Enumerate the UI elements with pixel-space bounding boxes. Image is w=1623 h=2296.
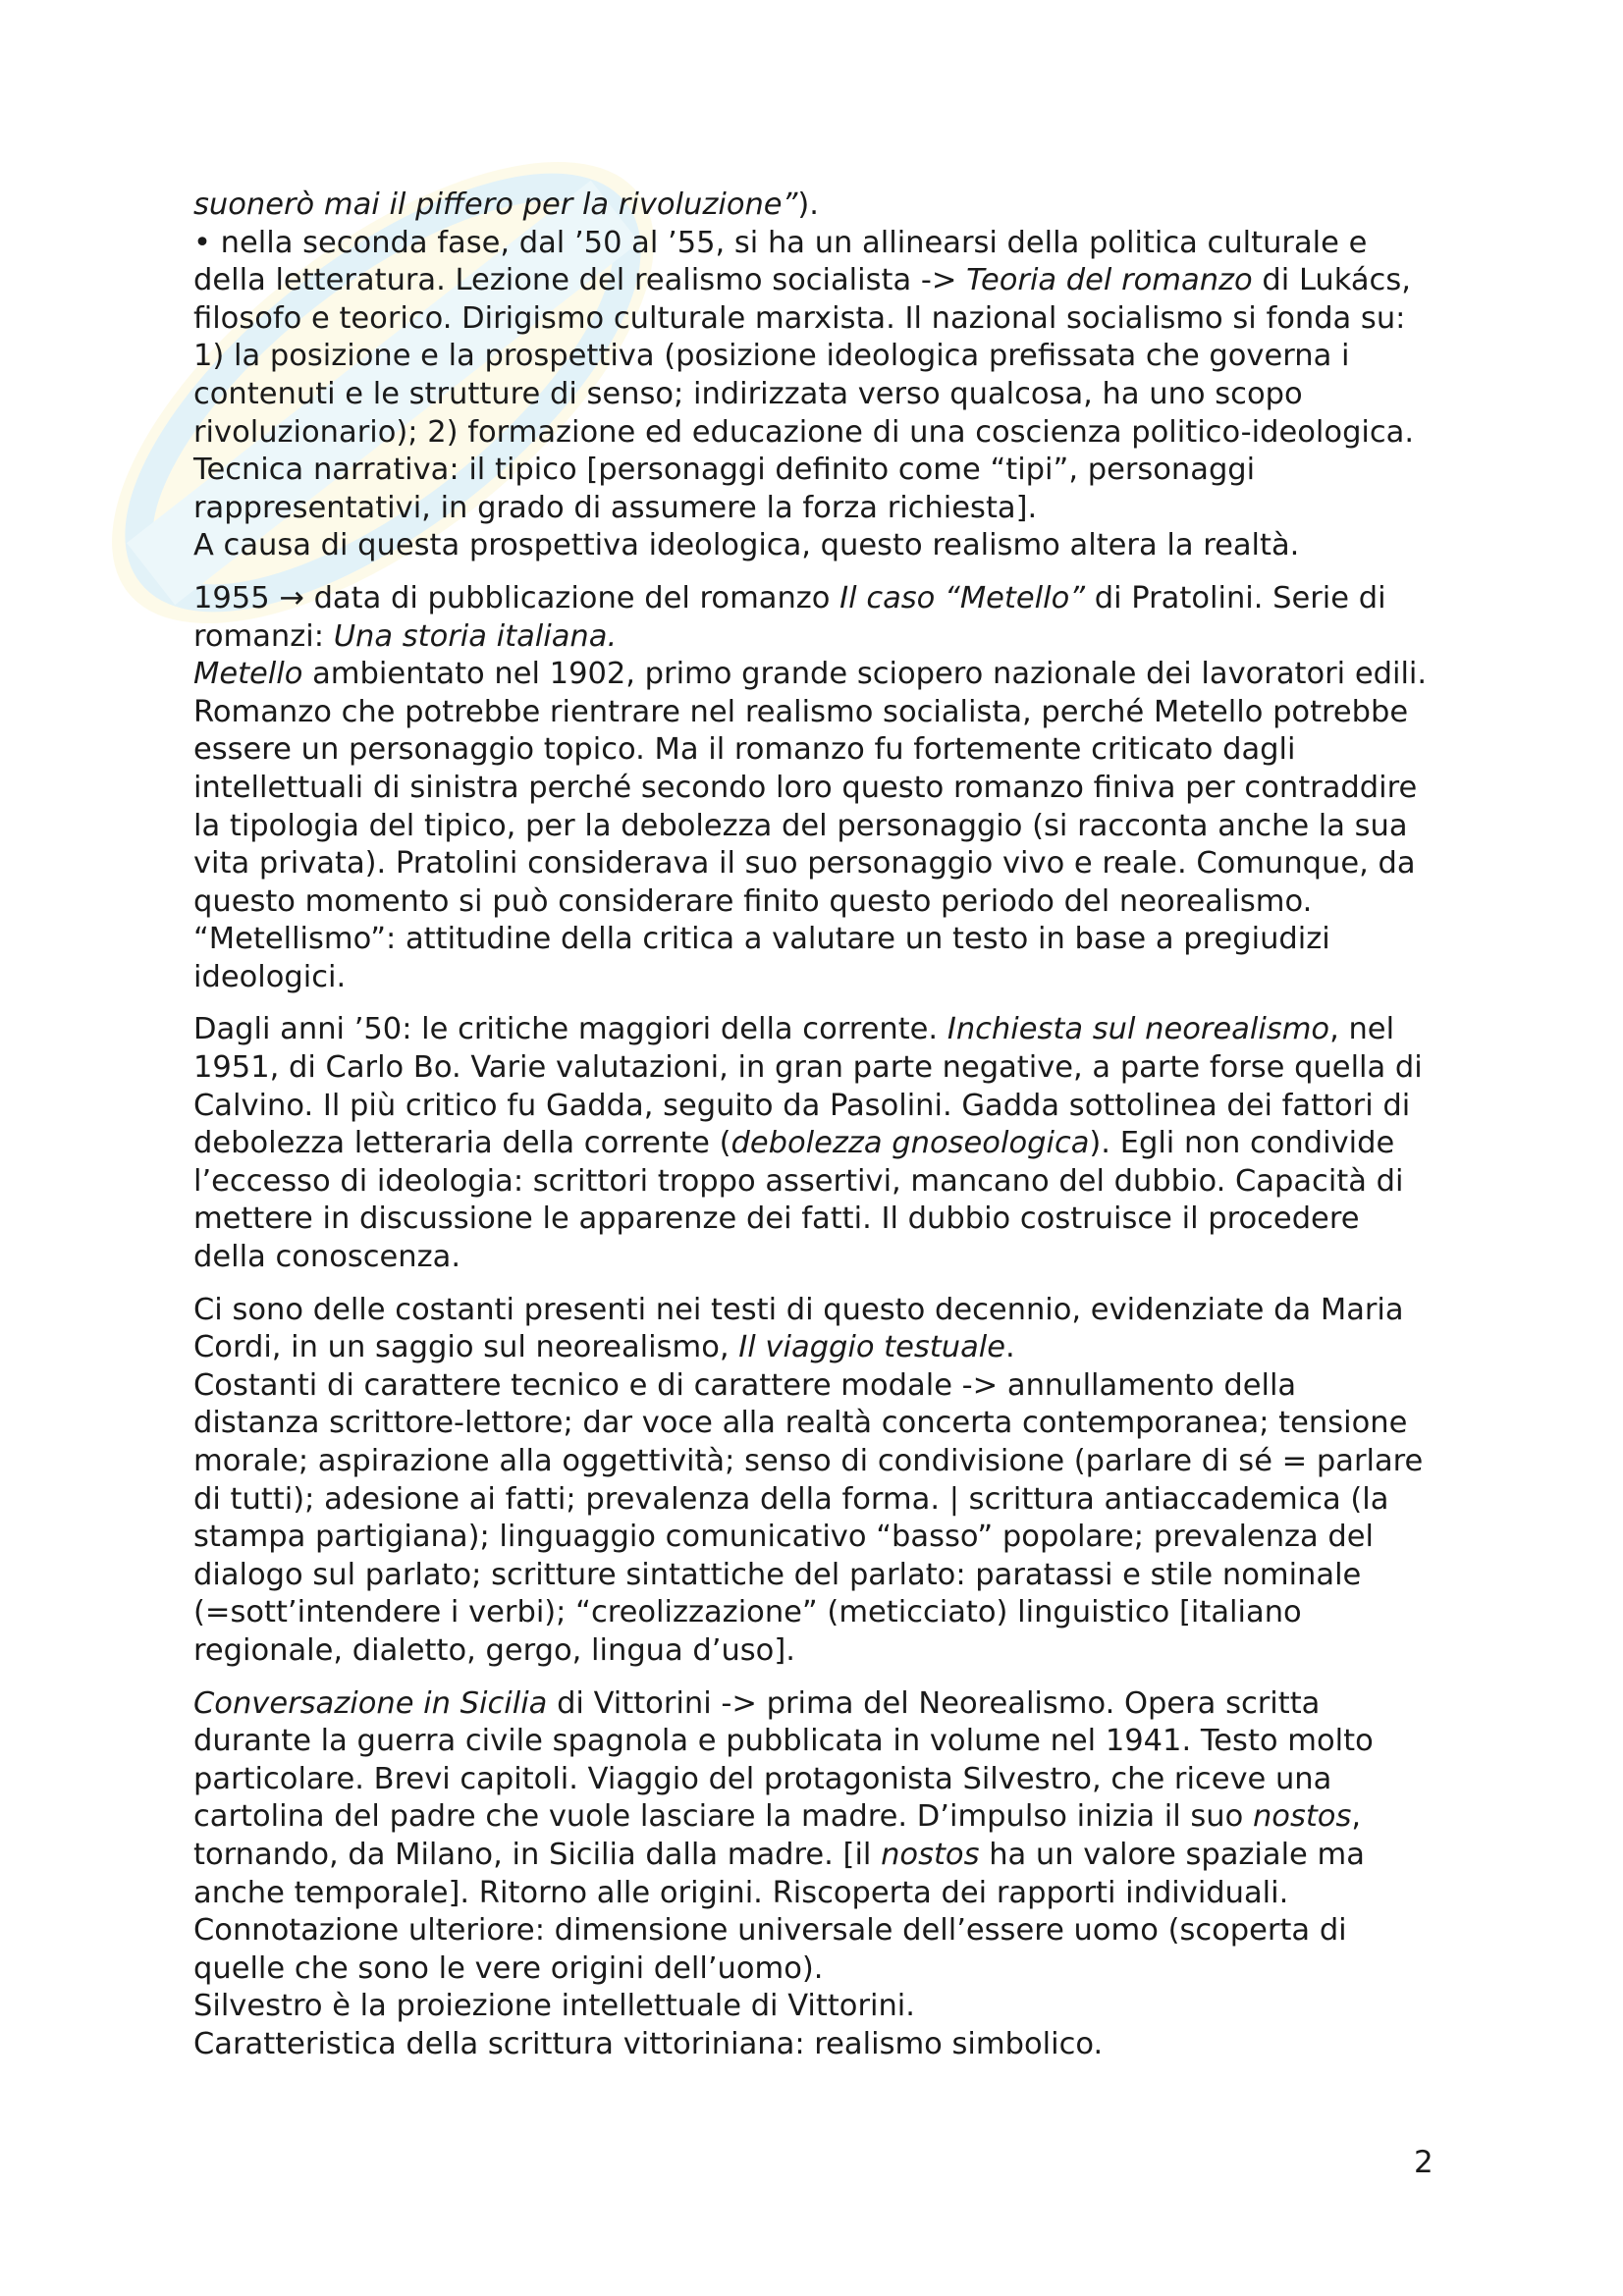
text-line — [193, 1685, 1440, 1724]
text-line — [193, 452, 1440, 490]
italic-text: Conversazione in Sicilia — [193, 1685, 548, 1721]
page-body — [193, 187, 1440, 2079]
text-run: Romanzo che potrebbe rientrare nel realismo socialista, perché Metello potrebbe — [193, 694, 1409, 729]
text-run: stampa partigiana); linguaggio comunicativo “basso” popolare; prevalenza del — [193, 1520, 1375, 1555]
paragraph — [193, 580, 1440, 997]
text-run: morale; aspirazione alla oggettività; senso di condivisione (parlare di sé = parlare — [193, 1444, 1424, 1478]
text-line — [193, 1292, 1440, 1330]
text-run: ideologici. — [193, 959, 347, 994]
text-line — [193, 1088, 1440, 1126]
text-line — [193, 845, 1440, 883]
text-run: essere un personaggio topico. Ma il romanzo fu fortemente criticato dagli — [193, 732, 1296, 768]
text-line — [193, 414, 1440, 453]
text-line — [193, 1761, 1440, 1799]
text-run: Dagli anni ’50: le critiche maggiori della corrente. — [193, 1012, 947, 1047]
text-run: della letteratura. Lezione del realismo socialista -> — [193, 263, 967, 298]
text-run: Cordi, in un saggio sul neorealismo, — [193, 1330, 739, 1365]
text-run: Costanti di carattere tecnico e di carattere modale -> annullamento della — [193, 1367, 1297, 1403]
text-line — [193, 1329, 1440, 1367]
text-run: cartolina del padre che vuole lasciare la madre. D’impulso inizia il suo — [193, 1799, 1253, 1835]
text-line — [193, 1405, 1440, 1443]
text-line — [193, 1594, 1440, 1632]
text-run: . — [1005, 1330, 1015, 1365]
text-line — [193, 2026, 1440, 2064]
text-line — [193, 527, 1440, 565]
text-line — [193, 1125, 1440, 1163]
text-line — [193, 808, 1440, 846]
text-run: regionale, dialetto, gergo, lingua d’uso]. — [193, 1632, 795, 1668]
text-line — [193, 338, 1440, 376]
text-run: 1951, di Carlo Bo. Varie valutazioni, in gran parte negative, a parte forse quella di — [193, 1050, 1423, 1086]
italic-text: Teoria del romanzo — [966, 263, 1253, 298]
text-run: Connotazione ulteriore: dimensione universale dell’essere uomo (scoperta di — [193, 1913, 1347, 1949]
text-run: rivoluzionario); 2) formazione ed educazione di una coscienza politico-ideologica. — [193, 414, 1415, 450]
text-run: di Lukács, — [1252, 263, 1411, 298]
text-run: l’eccesso di ideologia: scrittori troppo assertivi, mancano del dubbio. Capacità di — [193, 1163, 1404, 1199]
text-run: Calvino. Il più critico fu Gadda, seguito da Pasolini. Gadda sottolinea dei fattori di — [193, 1088, 1411, 1123]
text-line — [193, 921, 1440, 959]
paragraph — [193, 1292, 1440, 1671]
text-run: durante la guerra civile spagnola e pubblicata in volume nel 1941. Testo molto — [193, 1724, 1374, 1759]
text-line — [193, 1201, 1440, 1239]
text-run: ). — [797, 187, 819, 222]
text-line — [193, 1011, 1440, 1049]
text-run: ha un valore spaziale ma — [979, 1837, 1365, 1872]
text-line — [193, 1912, 1440, 1950]
text-line — [193, 1988, 1440, 2026]
italic-text: Inchiesta sul neorealismo — [947, 1012, 1330, 1047]
text-run: anche temporale]. Ritorno alle origini. Riscoperta dei rapporti individuali. — [193, 1875, 1289, 1910]
text-run: Tecnica narrativa: il tipico [personaggi definito come “tipi”, personaggi — [193, 453, 1256, 488]
text-run: • nella seconda fase, dal ’50 al ’55, si ha un allinearsi della politica culturale e — [193, 225, 1368, 260]
text-run: “Metellismo”: attitudine della critica a valutare un testo in base a pregiudizi — [193, 922, 1330, 957]
text-line — [193, 618, 1440, 657]
text-line — [193, 490, 1440, 528]
text-run: , nel — [1329, 1012, 1395, 1047]
italic-text: Una storia italiana. — [333, 618, 618, 654]
text-run: vita privata). Pratolini considerava il suo personaggio vivo e reale. Comunque, da — [193, 846, 1416, 881]
text-line — [193, 1049, 1440, 1088]
italic-text: suonerò mai il piffero per la rivoluzione” — [193, 187, 798, 222]
text-line — [193, 1239, 1440, 1277]
text-run: di Vittorini -> prima del Neorealismo. Opera scritta — [547, 1685, 1321, 1721]
text-line — [193, 1798, 1440, 1837]
text-run: della conoscenza. — [193, 1240, 461, 1275]
text-line — [193, 694, 1440, 732]
italic-text: nostos — [1252, 1799, 1352, 1835]
text-run: 1955 → data di pubblicazione del romanzo — [193, 580, 840, 615]
text-line — [193, 187, 1440, 225]
text-line — [193, 1875, 1440, 1913]
text-line — [193, 1837, 1440, 1875]
text-run: Ci sono delle costanti presenti nei testi di questo decennio, evidenziate da Maria — [193, 1292, 1404, 1327]
text-run: dialogo sul parlato; scritture sintattiche del parlato: paratassi e stile nominale — [193, 1557, 1362, 1592]
text-run: contenuti e le strutture di senso; indirizzata verso qualcosa, ha uno scopo — [193, 376, 1303, 411]
text-line — [193, 580, 1440, 618]
text-line — [193, 731, 1440, 770]
text-run: , — [1351, 1799, 1362, 1835]
text-run: ambientato nel 1902, primo grande sciopero nazionale dei lavoratori edili. — [302, 657, 1428, 692]
text-run: 1) la posizione e la prospettiva (posizione ideologica prefissata che governa i — [193, 339, 1350, 374]
text-run: particolare. Brevi capitoli. Viaggio del protagonista Silvestro, che riceve una — [193, 1761, 1332, 1796]
text-line — [193, 1481, 1440, 1520]
text-run: intellettuali di sinistra perché secondo loro questo romanzo finiva per contraddire — [193, 770, 1418, 805]
text-line — [193, 1519, 1440, 1557]
text-line — [193, 262, 1440, 300]
text-line — [193, 883, 1440, 922]
text-run: Caratteristica della scrittura vittoriniana: realismo simbolico. — [193, 2026, 1104, 2061]
text-run: di tutti); adesione ai fatti; prevalenza della forma. | scrittura antiaccademica (la — [193, 1481, 1389, 1517]
text-run: distanza scrittore-lettore; dar voce alla realtà concerta contemporanea; tensione — [193, 1406, 1408, 1441]
italic-text: Il caso “Metello” — [839, 580, 1086, 615]
text-run: questo momento si può considerare finito questo periodo del neorealismo. — [193, 883, 1313, 919]
text-run: Silvestro è la proiezione intellettuale di Vittorini. — [193, 1989, 915, 2024]
italic-text: debolezza gnoseologica — [730, 1126, 1090, 1161]
text-run: la tipologia del tipico, per la debolezza del personaggio (si racconta anche la sua — [193, 808, 1408, 843]
text-line — [193, 770, 1440, 808]
text-line — [193, 1557, 1440, 1595]
text-line — [193, 300, 1440, 339]
text-line — [193, 1163, 1440, 1201]
text-line — [193, 656, 1440, 694]
text-line — [193, 225, 1440, 263]
text-run: ). Egli non condivide — [1089, 1126, 1395, 1161]
text-line — [193, 1367, 1440, 1406]
text-run: mettere in discussione le apparenze dei fatti. Il dubbio costruisce il procedere — [193, 1201, 1360, 1237]
text-run: filosofo e teorico. Dirigismo culturale marxista. Il nazional socialismo si fonda su: — [193, 300, 1406, 336]
text-line — [193, 1443, 1440, 1481]
text-line — [193, 376, 1440, 414]
page-number: 2 — [1414, 2145, 1434, 2180]
text-line — [193, 1723, 1440, 1761]
paragraph — [193, 187, 1440, 565]
text-run: di Pratolini. Serie di — [1085, 580, 1386, 615]
text-line — [193, 959, 1440, 997]
text-line — [193, 1632, 1440, 1671]
text-run: tornando, da Milano, in Sicilia dalla madre. [il — [193, 1837, 882, 1872]
text-run: quelle che sono le vere origini dell’uomo). — [193, 1950, 824, 1986]
italic-text: nostos — [881, 1837, 980, 1872]
text-run: (=sott’intendere i verbi); “creolizzazione” (meticciato) linguistico [italiano — [193, 1595, 1302, 1630]
paragraph — [193, 1685, 1440, 2064]
text-run: romanzi: — [193, 618, 334, 654]
text-run: debolezza letteraria della corrente ( — [193, 1126, 731, 1161]
paragraph — [193, 1011, 1440, 1276]
text-run: rappresentativi, in grado di assumere la forza richiesta]. — [193, 490, 1038, 525]
text-run: A causa di questa prospettiva ideologica, questo realismo altera la realtà. — [193, 528, 1300, 563]
italic-text: Metello — [193, 657, 303, 692]
italic-text: Il viaggio testuale — [738, 1330, 1006, 1365]
text-line — [193, 1950, 1440, 1989]
